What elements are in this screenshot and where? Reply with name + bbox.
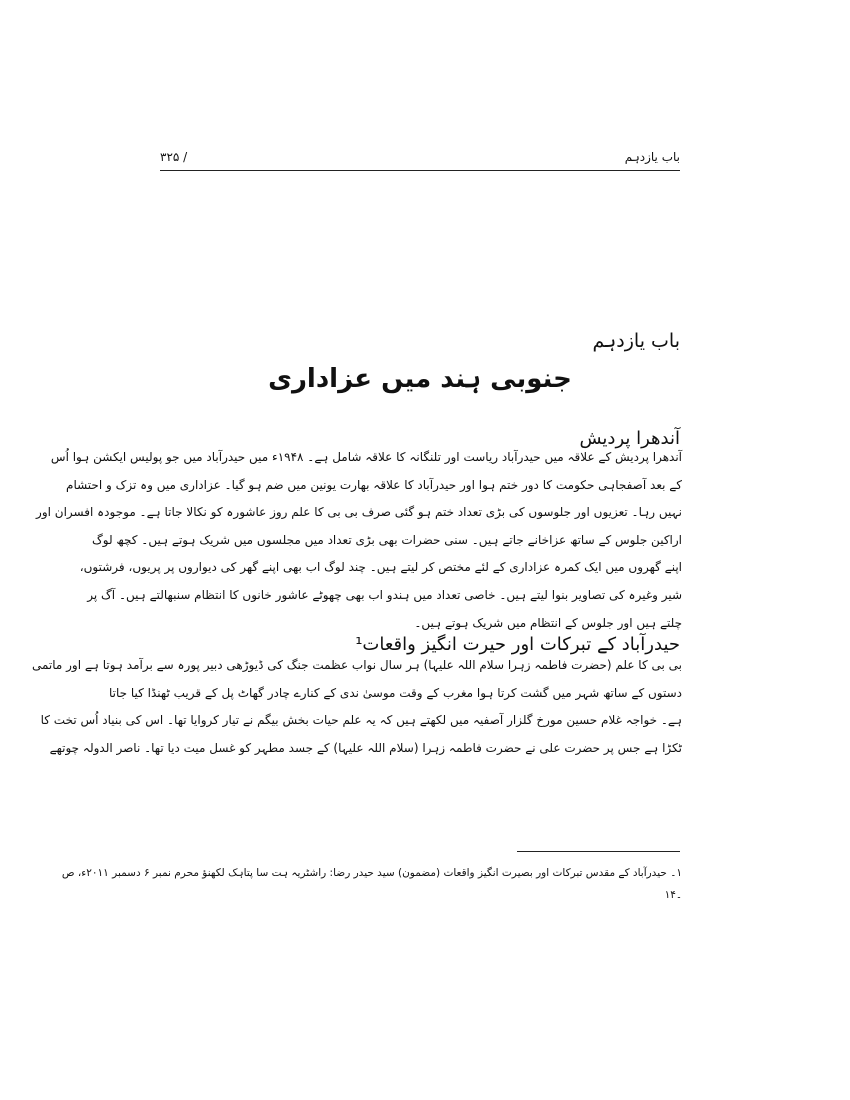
- paragraph-andhra: [36, 444, 682, 637]
- paragraph-line: بی بی کا علم (حضرت فاطمہ زہرا سلام اللہ علیہا) ہر سال نواب عظمت جنگ کی ڈیوڑھی دبیر پورہ سے برآمد ہوتا ہے اور ماتمی: [31, 658, 682, 672]
- running-header-chapter: باب یازدہم: [624, 150, 680, 164]
- footnote-line: ۱۔ حیدرآباد کے مقدس تبرکات اور بصیرت انگیز واقعات (مضمون) سید حیدر رضا: راشٹریہ ہت سا پتاہک لکھنؤ محرم نمبر ۶ دسمبر ۲۰۱۱ء، ص: [61, 867, 682, 879]
- paragraph-line: اراکین جلوس کے ساتھ عزاخانے جاتے ہیں۔ سنی حضرات بھی بڑی تعداد میں مجلسوں میں شریک ہوتے ہیں۔ کچھ لوگ: [92, 532, 682, 547]
- paragraph-line: چلتے ہیں اور جلوس کے انتظام میں شریک ہوتے ہیں۔: [414, 615, 682, 630]
- paragraph-line: شیر وغیرہ کی تصاویر بنوا لیتے ہیں۔ خاصی تعداد میں ہندو اب بھی چھوٹے عاشور خانوں کا انتظام سنبھالتے ہیں۔ آگ پر: [87, 587, 682, 602]
- paragraph-line: آندھرا پردیش کے علاقہ میں حیدرآباد ریاست اور تلنگانہ کا علاقہ شامل ہے۔ ۱۹۴۸ء میں حیدرآباد میں جو پولیس ایکشن ہوا اُس: [50, 450, 682, 464]
- section-heading-hyderabad: حیدرآباد کے تبرکات اور حیرت انگیز واقعات¹: [355, 634, 680, 655]
- footnote-line: ۔۱۴: [664, 889, 682, 901]
- paragraph-line: دستوں کے ساتھ شہر میں گشت کرتا ہوا مغرب کے وقت موسیٰ ندی کے کنارے چادر گھاٹ پل کے قریب ٹھنڈا کیا جاتا: [108, 685, 682, 700]
- section-heading-andhra: آندھرا پردیش: [579, 428, 680, 449]
- footnote: [61, 862, 682, 906]
- chapter-title: جنوبی ہند میں عزاداری: [268, 364, 572, 394]
- paragraph-line: اپنے گھروں میں ایک کمرہ عزاداری کے لئے مختص کر لیتے ہیں۔ چند لوگ اب بھی اپنے گھر کی دیواروں پر پریوں، فرشتوں،: [79, 560, 682, 575]
- paragraph-line: ٹکڑا ہے جس پر حضرت علی نے حضرت فاطمہ زہرا (سلام اللہ علیہا) کے جسد مطہر کو غسل میت دیا تھا۔ ناصر الدولہ چوتھے: [49, 740, 682, 755]
- paragraph-hyderabad: [31, 652, 682, 762]
- page-number: ۳۲۵: [160, 150, 180, 164]
- footnote-divider: [517, 851, 680, 852]
- chapter-label: باب یازدہم: [592, 330, 680, 352]
- paragraph-line: کے بعد آصفجاہی حکومت کا دور ختم ہوا اور حیدرآباد کا علاقہ بھارت یونین میں ضم ہو گیا۔ عزاداری میں وہ تزک و احتشام: [66, 477, 682, 492]
- running-header: [160, 146, 680, 171]
- header-separator: /: [183, 150, 188, 164]
- page-number-group: [160, 146, 187, 168]
- paragraph-line: نہیں رہا۔ تعزیوں اور جلوسوں کی بڑی تعداد ختم ہو گئی صرف بی بی کا علم روز عاشورہ کو نکالا جاتا ہے۔ موجودہ افسران اور: [36, 505, 682, 520]
- paragraph-line: ہے۔ خواجہ غلام حسین مورخ گلزار آصفیہ میں لکھتے ہیں کہ یہ علم حیات بخش بیگم نے تیار کروایا تھا۔ اس کی بنیاد اُس تخت کا: [40, 713, 682, 728]
